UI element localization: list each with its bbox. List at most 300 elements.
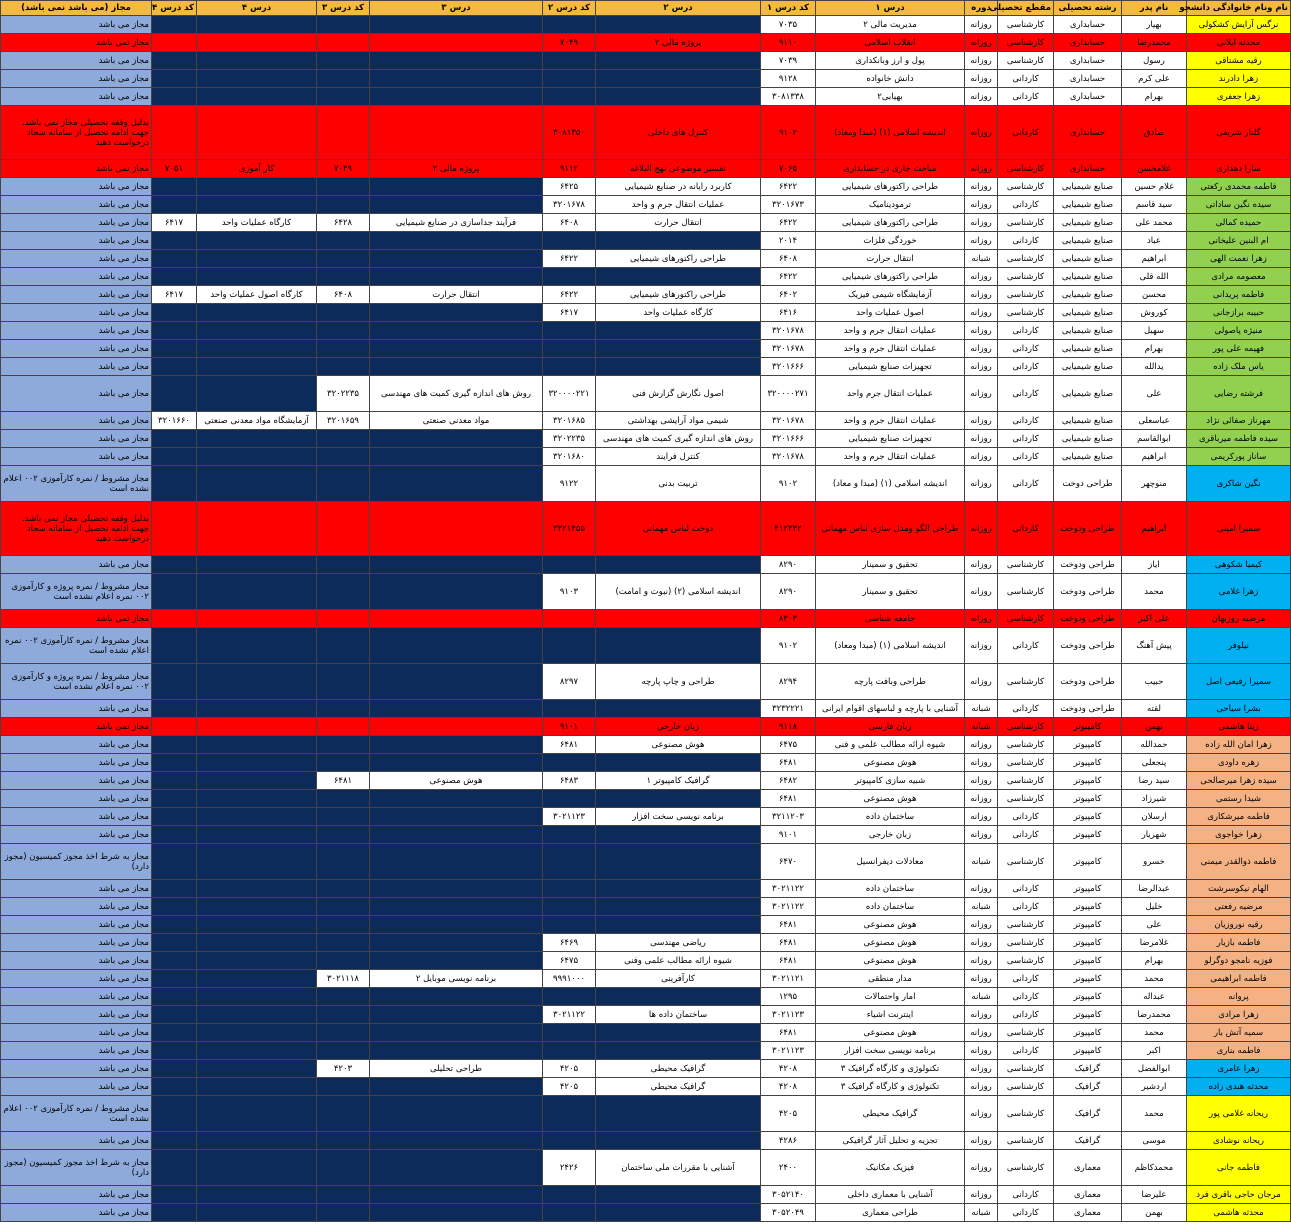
permission-status-cell[interactable]: مجاز می باشد — [1, 430, 152, 448]
degree-cell[interactable]: کارشناسی — [998, 664, 1054, 700]
course-3-code-cell[interactable] — [317, 1024, 370, 1042]
course-3-code-cell[interactable] — [317, 340, 370, 358]
major-cell[interactable]: صنایع شیمیایی — [1054, 304, 1122, 322]
course-3-cell[interactable] — [370, 250, 543, 268]
student-name-cell[interactable]: فاطمه جانی — [1187, 1150, 1291, 1186]
father-name-cell[interactable]: سید قاسم — [1122, 196, 1187, 214]
term-cell[interactable]: روزانه — [965, 970, 998, 988]
course-3-code-cell[interactable] — [317, 1006, 370, 1024]
permission-status-cell[interactable]: مجاز می باشد — [1, 988, 152, 1006]
course-2-code-cell[interactable] — [543, 844, 596, 880]
course-2-code-cell[interactable]: ۹۱۰۳ — [543, 574, 596, 610]
course-3-cell[interactable] — [370, 826, 543, 844]
father-name-cell[interactable]: کوروش — [1122, 304, 1187, 322]
course-3-code-cell[interactable] — [317, 466, 370, 502]
student-name-cell[interactable]: گلنار شریفی — [1187, 106, 1291, 160]
course-4-cell[interactable] — [197, 772, 317, 790]
course-1-cell[interactable]: ساختمان داده — [816, 808, 965, 826]
course-3-code-cell[interactable] — [317, 502, 370, 556]
course-1-cell[interactable]: فیزیک مکانیک — [816, 1150, 965, 1186]
permission-status-cell[interactable]: مجاز می باشد — [1, 88, 152, 106]
major-cell[interactable]: گرافیک — [1054, 1132, 1122, 1150]
permission-status-cell[interactable]: مجاز مشروط / نمره کارآموزی ۰۰۲ اعلام نشده است — [1, 1096, 152, 1132]
course-1-code-cell[interactable]: ۶۴۲۲ — [761, 178, 816, 196]
course-2-code-cell[interactable] — [543, 358, 596, 376]
term-cell[interactable]: روزانه — [965, 430, 998, 448]
course-1-cell[interactable]: جامعه شناسی — [816, 610, 965, 628]
father-name-cell[interactable]: محمدرضا — [1122, 1006, 1187, 1024]
course-1-code-cell[interactable]: ۶۴۸۱ — [761, 934, 816, 952]
course-2-cell[interactable]: اصول نگارش گزارش فنی — [596, 376, 761, 412]
course-1-code-cell[interactable]: ۹۱۰۲ — [761, 106, 816, 160]
course-3-cell[interactable] — [370, 700, 543, 718]
course-4-cell[interactable] — [197, 16, 317, 34]
student-name-cell[interactable]: حمیده کمالی — [1187, 214, 1291, 232]
degree-cell[interactable]: کاردانی — [998, 448, 1054, 466]
major-cell[interactable]: گرافیک — [1054, 1078, 1122, 1096]
major-cell[interactable]: کامپیوتر — [1054, 808, 1122, 826]
degree-cell[interactable]: کاردانی — [998, 502, 1054, 556]
permission-status-cell[interactable]: مجاز می باشد — [1, 412, 152, 430]
header-degree[interactable]: مقطع تحصیلی — [998, 1, 1054, 16]
course-4-code-cell[interactable] — [152, 196, 197, 214]
course-4-code-cell[interactable] — [152, 106, 197, 160]
major-cell[interactable]: معماری — [1054, 1204, 1122, 1222]
term-cell[interactable]: روزانه — [965, 1150, 998, 1186]
course-2-cell[interactable] — [596, 358, 761, 376]
course-2-code-cell[interactable] — [543, 340, 596, 358]
student-name-cell[interactable]: منیژه پاصولی — [1187, 322, 1291, 340]
course-3-cell[interactable] — [370, 106, 543, 160]
major-cell[interactable]: حسابداری — [1054, 52, 1122, 70]
course-3-code-cell[interactable]: ۳۲۰۲۲۳۵ — [317, 376, 370, 412]
course-2-code-cell[interactable] — [543, 88, 596, 106]
course-2-code-cell[interactable] — [543, 610, 596, 628]
degree-cell[interactable]: کارشناسی — [998, 772, 1054, 790]
course-2-cell[interactable]: برنامه نویسی سخت افزار — [596, 808, 761, 826]
course-3-code-cell[interactable] — [317, 718, 370, 736]
father-name-cell[interactable]: سید رضا — [1122, 772, 1187, 790]
term-cell[interactable]: روزانه — [965, 466, 998, 502]
permission-status-cell[interactable]: مجاز می باشد — [1, 772, 152, 790]
course-2-cell[interactable]: کنترل های داخلی — [596, 106, 761, 160]
degree-cell[interactable]: کارشناسی — [998, 754, 1054, 772]
course-1-code-cell[interactable]: ۴۱۲۳۴۲ — [761, 502, 816, 556]
permission-status-cell[interactable]: مجاز می باشد — [1, 268, 152, 286]
degree-cell[interactable]: کارشناسی — [998, 1060, 1054, 1078]
course-2-code-cell[interactable] — [543, 700, 596, 718]
course-3-cell[interactable] — [370, 952, 543, 970]
course-1-cell[interactable]: مباحث جاری در حسابداری — [816, 160, 965, 178]
course-4-code-cell[interactable] — [152, 16, 197, 34]
course-4-code-cell[interactable]: ۶۴۱۷ — [152, 214, 197, 232]
course-2-code-cell[interactable]: ۶۴۰۸ — [543, 214, 596, 232]
course-3-code-cell[interactable] — [317, 1204, 370, 1222]
course-1-code-cell[interactable]: ۹۱۰۱ — [761, 826, 816, 844]
course-3-code-cell[interactable] — [317, 178, 370, 196]
permission-status-cell[interactable]: مجاز می باشد — [1, 52, 152, 70]
major-cell[interactable]: طراحی دوخت — [1054, 466, 1122, 502]
course-3-code-cell[interactable] — [317, 304, 370, 322]
course-4-cell[interactable] — [197, 1150, 317, 1186]
permission-status-cell[interactable]: مجاز می باشد — [1, 304, 152, 322]
course-1-cell[interactable]: طراحی راکتورهای شیمیایی — [816, 178, 965, 196]
term-cell[interactable]: روزانه — [965, 178, 998, 196]
student-name-cell[interactable]: زهرا مرادی — [1187, 1006, 1291, 1024]
course-2-code-cell[interactable] — [543, 52, 596, 70]
course-4-code-cell[interactable] — [152, 304, 197, 322]
permission-status-cell[interactable]: مجاز می باشد — [1, 1186, 152, 1204]
student-name-cell[interactable]: کیمیا شکوهی — [1187, 556, 1291, 574]
degree-cell[interactable]: کاردانی — [998, 376, 1054, 412]
course-3-cell[interactable] — [370, 1150, 543, 1186]
course-4-code-cell[interactable] — [152, 610, 197, 628]
permission-status-cell[interactable]: مجاز می باشد — [1, 754, 152, 772]
father-name-cell[interactable]: محسن — [1122, 286, 1187, 304]
term-cell[interactable]: روزانه — [965, 88, 998, 106]
course-4-cell[interactable] — [197, 52, 317, 70]
course-1-code-cell[interactable]: ۷۰۳۵ — [761, 16, 816, 34]
degree-cell[interactable]: کارشناسی — [998, 214, 1054, 232]
degree-cell[interactable]: کارشناسی — [998, 286, 1054, 304]
course-3-code-cell[interactable] — [317, 916, 370, 934]
course-4-code-cell[interactable] — [152, 502, 197, 556]
degree-cell[interactable]: کاردانی — [998, 466, 1054, 502]
course-3-cell[interactable] — [370, 556, 543, 574]
course-4-cell[interactable] — [197, 196, 317, 214]
course-4-code-cell[interactable] — [152, 988, 197, 1006]
student-name-cell[interactable]: معصومه مرادی — [1187, 268, 1291, 286]
father-name-cell[interactable]: بهیار — [1122, 16, 1187, 34]
permission-status-cell[interactable]: مجاز می باشد — [1, 1078, 152, 1096]
course-1-code-cell[interactable]: ۳۲۰۱۶۶۶ — [761, 358, 816, 376]
course-1-code-cell[interactable]: ۳۲۰۱۶۷۸ — [761, 412, 816, 430]
course-2-code-cell[interactable]: ۳۲۰۲۲۳۵ — [543, 430, 596, 448]
course-3-cell[interactable] — [370, 196, 543, 214]
course-1-cell[interactable]: اندیشه اسلامی (۱) (مبدا ومعاد) — [816, 106, 965, 160]
course-3-code-cell[interactable] — [317, 196, 370, 214]
course-2-cell[interactable]: انتقال حرارت — [596, 214, 761, 232]
course-1-cell[interactable]: برنامه نویسی سخت افزار — [816, 1042, 965, 1060]
degree-cell[interactable]: کاردانی — [998, 340, 1054, 358]
father-name-cell[interactable]: بهمن — [1122, 1204, 1187, 1222]
course-2-code-cell[interactable] — [543, 1042, 596, 1060]
degree-cell[interactable]: کارشناسی — [998, 1078, 1054, 1096]
course-1-cell[interactable]: عملیات انتقال جرم و واحد — [816, 322, 965, 340]
course-2-cell[interactable]: ریاضی مهندسی — [596, 934, 761, 952]
course-3-cell[interactable] — [370, 934, 543, 952]
course-2-cell[interactable] — [596, 826, 761, 844]
course-4-code-cell[interactable] — [152, 430, 197, 448]
course-3-cell[interactable] — [370, 268, 543, 286]
course-3-code-cell[interactable] — [317, 934, 370, 952]
course-4-cell[interactable] — [197, 1006, 317, 1024]
father-name-cell[interactable]: ابوالقاسم — [1122, 430, 1187, 448]
major-cell[interactable]: طراحی ودوخت — [1054, 664, 1122, 700]
course-2-cell[interactable]: عملیات انتقال جرم و واحد — [596, 196, 761, 214]
permission-status-cell[interactable]: مجاز می باشد — [1, 1132, 152, 1150]
degree-cell[interactable]: کاردانی — [998, 808, 1054, 826]
student-name-cell[interactable]: فاطمه بناری — [1187, 1042, 1291, 1060]
term-cell[interactable]: روزانه — [965, 232, 998, 250]
course-2-code-cell[interactable]: ۶۴۲۲ — [543, 286, 596, 304]
course-1-code-cell[interactable]: ۸۲۹۰ — [761, 556, 816, 574]
term-cell[interactable]: روزانه — [965, 952, 998, 970]
course-3-cell[interactable] — [370, 1132, 543, 1150]
course-4-code-cell[interactable] — [152, 952, 197, 970]
student-name-cell[interactable]: سیده نگین ساداتی — [1187, 196, 1291, 214]
student-name-cell[interactable]: زهرا جعفری — [1187, 88, 1291, 106]
father-name-cell[interactable]: خلیل — [1122, 898, 1187, 916]
course-2-cell[interactable] — [596, 340, 761, 358]
father-name-cell[interactable]: بهرام — [1122, 340, 1187, 358]
course-3-cell[interactable] — [370, 1006, 543, 1024]
course-3-cell[interactable] — [370, 52, 543, 70]
course-1-code-cell[interactable]: ۶۴۰۲ — [761, 286, 816, 304]
header-course-2-code[interactable]: کد درس ۲ — [543, 1, 596, 16]
course-2-cell[interactable]: کاربرد رایانه در صنایع شیمیایی — [596, 178, 761, 196]
father-name-cell[interactable]: الله قلی — [1122, 268, 1187, 286]
course-4-cell[interactable] — [197, 574, 317, 610]
major-cell[interactable]: طراحی ودوخت — [1054, 502, 1122, 556]
term-cell[interactable]: روزانه — [965, 574, 998, 610]
course-1-code-cell[interactable]: ۳۰۵۲۰۴۹ — [761, 1204, 816, 1222]
permission-status-cell[interactable]: بدلیل وقفه تحصیلی مجاز نمی باشد. جهت ادامه تحصیل از سامانه سجاد درخواست دهید — [1, 502, 152, 556]
course-2-code-cell[interactable]: ۴۲۰۵ — [543, 1060, 596, 1078]
course-2-code-cell[interactable]: ۶۴۶۹ — [543, 934, 596, 952]
course-3-cell[interactable] — [370, 502, 543, 556]
course-1-cell[interactable]: دانش خانواده — [816, 70, 965, 88]
course-3-code-cell[interactable]: ۶۴۰۸ — [317, 286, 370, 304]
course-3-code-cell[interactable] — [317, 232, 370, 250]
father-name-cell[interactable]: شهریار — [1122, 826, 1187, 844]
course-4-cell[interactable] — [197, 844, 317, 880]
course-2-code-cell[interactable]: ۶۴۲۲ — [543, 250, 596, 268]
course-2-code-cell[interactable] — [543, 232, 596, 250]
course-4-code-cell[interactable] — [152, 808, 197, 826]
degree-cell[interactable]: کاردانی — [998, 70, 1054, 88]
course-2-cell[interactable]: تفسیر موضوعی نهج البلاغه — [596, 160, 761, 178]
term-cell[interactable]: روزانه — [965, 286, 998, 304]
course-4-cell[interactable] — [197, 1060, 317, 1078]
course-1-cell[interactable]: انقلاب اسلامی — [816, 34, 965, 52]
course-1-code-cell[interactable]: ۱۲۹۵ — [761, 988, 816, 1006]
course-2-code-cell[interactable] — [543, 16, 596, 34]
course-3-cell[interactable] — [370, 1024, 543, 1042]
permission-status-cell[interactable]: مجاز می باشد — [1, 376, 152, 412]
term-cell[interactable]: روزانه — [965, 214, 998, 232]
course-2-cell[interactable] — [596, 754, 761, 772]
course-3-code-cell[interactable]: ۳۰۲۱۱۱۸ — [317, 970, 370, 988]
course-4-cell[interactable] — [197, 898, 317, 916]
student-name-cell[interactable]: زهرا نعمت الهی — [1187, 250, 1291, 268]
degree-cell[interactable]: کارشناسی — [998, 34, 1054, 52]
course-3-cell[interactable] — [370, 844, 543, 880]
course-2-code-cell[interactable]: ۸۲۹۷ — [543, 664, 596, 700]
course-4-code-cell[interactable] — [152, 1150, 197, 1186]
father-name-cell[interactable]: پنجعلی — [1122, 754, 1187, 772]
course-4-code-cell[interactable] — [152, 664, 197, 700]
course-1-code-cell[interactable]: ۷۰۶۵ — [761, 160, 816, 178]
course-1-cell[interactable]: آزمایشگاه شیمی فیزیک — [816, 286, 965, 304]
course-4-code-cell[interactable] — [152, 178, 197, 196]
course-2-code-cell[interactable] — [543, 1132, 596, 1150]
course-4-code-cell[interactable] — [152, 88, 197, 106]
course-1-code-cell[interactable]: ۸۲۹۴ — [761, 664, 816, 700]
permission-status-cell[interactable]: مجاز می باشد — [1, 16, 152, 34]
header-course-2[interactable]: درس ۲ — [596, 1, 761, 16]
major-cell[interactable]: طراحی ودوخت — [1054, 700, 1122, 718]
term-cell[interactable]: روزانه — [965, 322, 998, 340]
course-2-code-cell[interactable] — [543, 628, 596, 664]
father-name-cell[interactable]: غلامرضا — [1122, 934, 1187, 952]
course-4-code-cell[interactable] — [152, 574, 197, 610]
major-cell[interactable]: حسابداری — [1054, 70, 1122, 88]
degree-cell[interactable]: کارشناسی — [998, 250, 1054, 268]
header-course-1[interactable]: درس ۱ — [816, 1, 965, 16]
course-4-cell[interactable] — [197, 466, 317, 502]
major-cell[interactable]: کامپیوتر — [1054, 772, 1122, 790]
course-4-code-cell[interactable] — [152, 232, 197, 250]
major-cell[interactable]: صنایع شیمیایی — [1054, 430, 1122, 448]
father-name-cell[interactable]: اردشیر — [1122, 1078, 1187, 1096]
course-3-code-cell[interactable] — [317, 448, 370, 466]
course-1-code-cell[interactable]: ۳۲۰۱۶۷۸ — [761, 340, 816, 358]
term-cell[interactable]: روزانه — [965, 1006, 998, 1024]
course-1-code-cell[interactable]: ۹۱۱۸ — [761, 718, 816, 736]
major-cell[interactable]: حسابداری — [1054, 160, 1122, 178]
course-3-cell[interactable] — [370, 1078, 543, 1096]
permission-status-cell[interactable]: مجاز می باشد — [1, 808, 152, 826]
course-1-cell[interactable]: انتقال حرارت — [816, 250, 965, 268]
permission-status-cell[interactable]: مجاز می باشد — [1, 700, 152, 718]
course-1-cell[interactable]: ترمودینامیک — [816, 196, 965, 214]
course-1-code-cell[interactable]: ۳۲۰۱۶۶۶ — [761, 430, 816, 448]
student-name-cell[interactable]: سیده فاطمه میرباقری — [1187, 430, 1291, 448]
major-cell[interactable]: کامپیوتر — [1054, 844, 1122, 880]
course-4-code-cell[interactable] — [152, 844, 197, 880]
course-3-code-cell[interactable] — [317, 1186, 370, 1204]
course-4-code-cell[interactable] — [152, 1132, 197, 1150]
father-name-cell[interactable]: ابراهیم — [1122, 448, 1187, 466]
course-1-code-cell[interactable]: ۶۴۷۵ — [761, 736, 816, 754]
father-name-cell[interactable]: غلامحسن — [1122, 160, 1187, 178]
father-name-cell[interactable]: منوچهر — [1122, 466, 1187, 502]
course-1-code-cell[interactable]: ۳۰۸۱۳۳۸ — [761, 88, 816, 106]
course-3-cell[interactable]: طراحی تحلیلی — [370, 1060, 543, 1078]
father-name-cell[interactable]: علی کرم — [1122, 70, 1187, 88]
term-cell[interactable]: شبانه — [965, 988, 998, 1006]
course-1-code-cell[interactable]: ۶۴۸۱ — [761, 916, 816, 934]
term-cell[interactable]: روزانه — [965, 880, 998, 898]
course-3-cell[interactable] — [370, 16, 543, 34]
degree-cell[interactable]: کارشناسی — [998, 1150, 1054, 1186]
student-name-cell[interactable]: زهرا خواجوی — [1187, 826, 1291, 844]
permission-status-cell[interactable]: مجاز می باشد — [1, 1204, 152, 1222]
course-1-code-cell[interactable]: ۶۴۸۱ — [761, 790, 816, 808]
course-2-cell[interactable] — [596, 70, 761, 88]
course-1-cell[interactable]: هوش مصنوعی — [816, 916, 965, 934]
course-4-cell[interactable] — [197, 952, 317, 970]
permission-status-cell[interactable]: مجاز مشروط / نمره پروژه و کارآموزی ۰۰۲ نمره اعلام نشده است — [1, 574, 152, 610]
course-1-cell[interactable]: عملیات انتقال جرم و واحد — [816, 448, 965, 466]
course-1-code-cell[interactable]: ۳۲۱۱۲۰۳ — [761, 808, 816, 826]
course-3-code-cell[interactable] — [317, 88, 370, 106]
course-3-cell[interactable] — [370, 34, 543, 52]
course-3-cell[interactable] — [370, 664, 543, 700]
father-name-cell[interactable]: محمد — [1122, 1096, 1187, 1132]
course-1-cell[interactable]: مدیریت مالی ۲ — [816, 16, 965, 34]
major-cell[interactable]: صنایع شیمیایی — [1054, 232, 1122, 250]
permission-status-cell[interactable]: مجاز می باشد — [1, 736, 152, 754]
term-cell[interactable]: روزانه — [965, 16, 998, 34]
degree-cell[interactable]: کارشناسی — [998, 916, 1054, 934]
course-2-cell[interactable]: دوخت لباس مهمانی — [596, 502, 761, 556]
header-course-3-code[interactable]: کد درس ۳ — [317, 1, 370, 16]
course-4-code-cell[interactable] — [152, 934, 197, 952]
course-4-cell[interactable] — [197, 376, 317, 412]
father-name-cell[interactable]: حبیب — [1122, 664, 1187, 700]
permission-status-cell[interactable]: مجاز مشروط / نمره پروژه و کارآموزی ۰۰۲ نمره اعلام نشده است — [1, 664, 152, 700]
father-name-cell[interactable]: لقته — [1122, 700, 1187, 718]
course-3-code-cell[interactable]: ۴۲۰۳ — [317, 1060, 370, 1078]
term-cell[interactable]: روزانه — [965, 1042, 998, 1060]
student-name-cell[interactable]: شیدا رستمی — [1187, 790, 1291, 808]
term-cell[interactable]: روزانه — [965, 358, 998, 376]
term-cell[interactable]: شبانه — [965, 250, 998, 268]
major-cell[interactable]: کامپیوتر — [1054, 718, 1122, 736]
course-2-code-cell[interactable]: ۶۴۷۵ — [543, 952, 596, 970]
father-name-cell[interactable]: ابراهیم — [1122, 250, 1187, 268]
degree-cell[interactable]: کارشناسی — [998, 556, 1054, 574]
term-cell[interactable]: روزانه — [965, 772, 998, 790]
course-4-cell[interactable] — [197, 736, 317, 754]
course-3-code-cell[interactable] — [317, 826, 370, 844]
course-1-cell[interactable]: زبان فارسی — [816, 718, 965, 736]
course-2-cell[interactable]: شیوه ارائه مطالب علمی وفنی — [596, 952, 761, 970]
father-name-cell[interactable]: ابراهیم — [1122, 502, 1187, 556]
course-1-cell[interactable]: ساختمان داده — [816, 880, 965, 898]
course-3-cell[interactable] — [370, 718, 543, 736]
degree-cell[interactable]: کاردانی — [998, 1042, 1054, 1060]
major-cell[interactable]: کامپیوتر — [1054, 1006, 1122, 1024]
course-4-code-cell[interactable] — [152, 736, 197, 754]
course-4-code-cell[interactable] — [152, 916, 197, 934]
term-cell[interactable]: روزانه — [965, 412, 998, 430]
course-1-code-cell[interactable]: ۶۴۸۱ — [761, 952, 816, 970]
major-cell[interactable]: گرافیک — [1054, 1096, 1122, 1132]
course-2-code-cell[interactable] — [543, 556, 596, 574]
course-3-cell[interactable]: انتقال حرارت — [370, 286, 543, 304]
course-4-cell[interactable] — [197, 1132, 317, 1150]
student-name-cell[interactable]: یاس ملک زاده — [1187, 358, 1291, 376]
course-3-code-cell[interactable]: ۶۴۲۸ — [317, 214, 370, 232]
student-name-cell[interactable]: ریحانه غلامی پور — [1187, 1096, 1291, 1132]
course-1-cell[interactable]: اصول عملیات واحد — [816, 304, 965, 322]
course-3-cell[interactable] — [370, 466, 543, 502]
course-3-cell[interactable] — [370, 736, 543, 754]
student-name-cell[interactable]: فاطمه پریدانی — [1187, 286, 1291, 304]
course-4-cell[interactable] — [197, 268, 317, 286]
course-2-cell[interactable] — [596, 988, 761, 1006]
course-4-cell[interactable] — [197, 628, 317, 664]
course-3-cell[interactable] — [370, 1096, 543, 1132]
major-cell[interactable]: کامپیوتر — [1054, 916, 1122, 934]
student-name-cell[interactable]: فاطمه ابراهیمی — [1187, 970, 1291, 988]
course-3-code-cell[interactable]: ۷۰۴۹ — [317, 160, 370, 178]
major-cell[interactable]: کامپیوتر — [1054, 1024, 1122, 1042]
header-course-4[interactable]: درس ۴ — [197, 1, 317, 16]
